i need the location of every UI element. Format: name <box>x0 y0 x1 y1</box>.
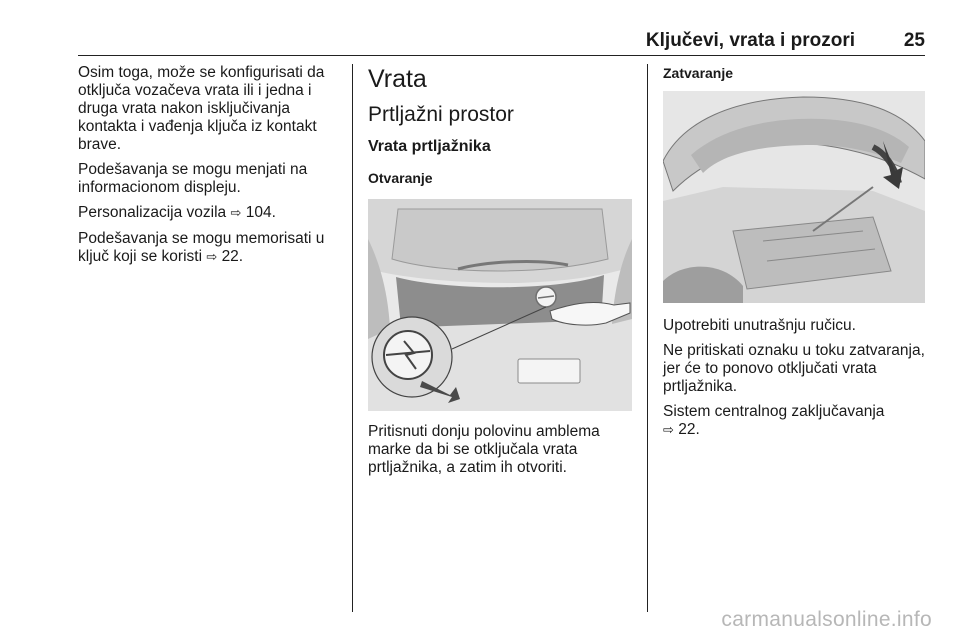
column-divider-right <box>647 64 648 612</box>
column-2 <box>368 64 633 484</box>
section-title: Vrata <box>368 65 427 93</box>
figure-caption: Pritisnuti donju polovinu amblema marke da bi se otključala vrata prtljažnika, a zatim ih otvoriti. <box>368 423 600 476</box>
column-divider-left <box>352 64 353 612</box>
tailgate-opening-illustration <box>368 199 632 411</box>
paragraph-text: Podešavanja se mogu memorisati u ključ koji se koristi <box>78 230 325 265</box>
minor-heading: Otvaranje <box>368 170 433 186</box>
header-rule <box>78 55 925 56</box>
column-3 <box>663 64 925 447</box>
column-1 <box>78 64 340 274</box>
subsubsection-title: Vrata prtljažnika <box>368 138 491 155</box>
cross-reference-link[interactable]: 22. <box>678 421 700 438</box>
cross-reference-link[interactable]: 22. <box>221 248 244 265</box>
minor-heading: Zatvaranje <box>663 65 734 81</box>
paragraph: Podešavanja se mogu menjati na informacionom displeju. <box>78 161 308 196</box>
cross-reference-arrow-icon: ⇨ <box>206 250 218 265</box>
cross-reference-arrow-icon: ⇨ <box>230 206 242 221</box>
paragraph: Upotrebiti unutrašnju ručicu. <box>663 317 856 334</box>
paragraph <box>78 230 340 267</box>
paragraph: Osim toga, može se konfigurisati da otključa vozačeva vrata ili i jedna i druga vrata nakon isključivanja kontakta i vađenja ključa iz kontakt brave. <box>78 64 325 153</box>
paragraph <box>78 204 340 223</box>
watermark: carmanualsonline.info <box>721 608 932 631</box>
page-header-title: Ključevi, vrata i prozori <box>645 30 855 51</box>
subsection-title: Prtljažni prostor <box>368 103 514 126</box>
paragraph <box>663 403 925 440</box>
page-number: 25 <box>903 30 925 51</box>
paragraph: Ne pritiskati oznaku u toku zatvaranja, jer će to ponovo otključati vrata prtljažnika. <box>663 342 925 395</box>
cross-reference-link[interactable]: 104. <box>245 204 276 221</box>
cross-reference-arrow-icon: ⇨ <box>663 423 674 438</box>
paragraph-text: Sistem centralnog zaključavanja <box>663 403 885 420</box>
tailgate-closing-illustration <box>663 91 925 303</box>
paragraph-text: Personalizacija vozila <box>78 204 227 221</box>
